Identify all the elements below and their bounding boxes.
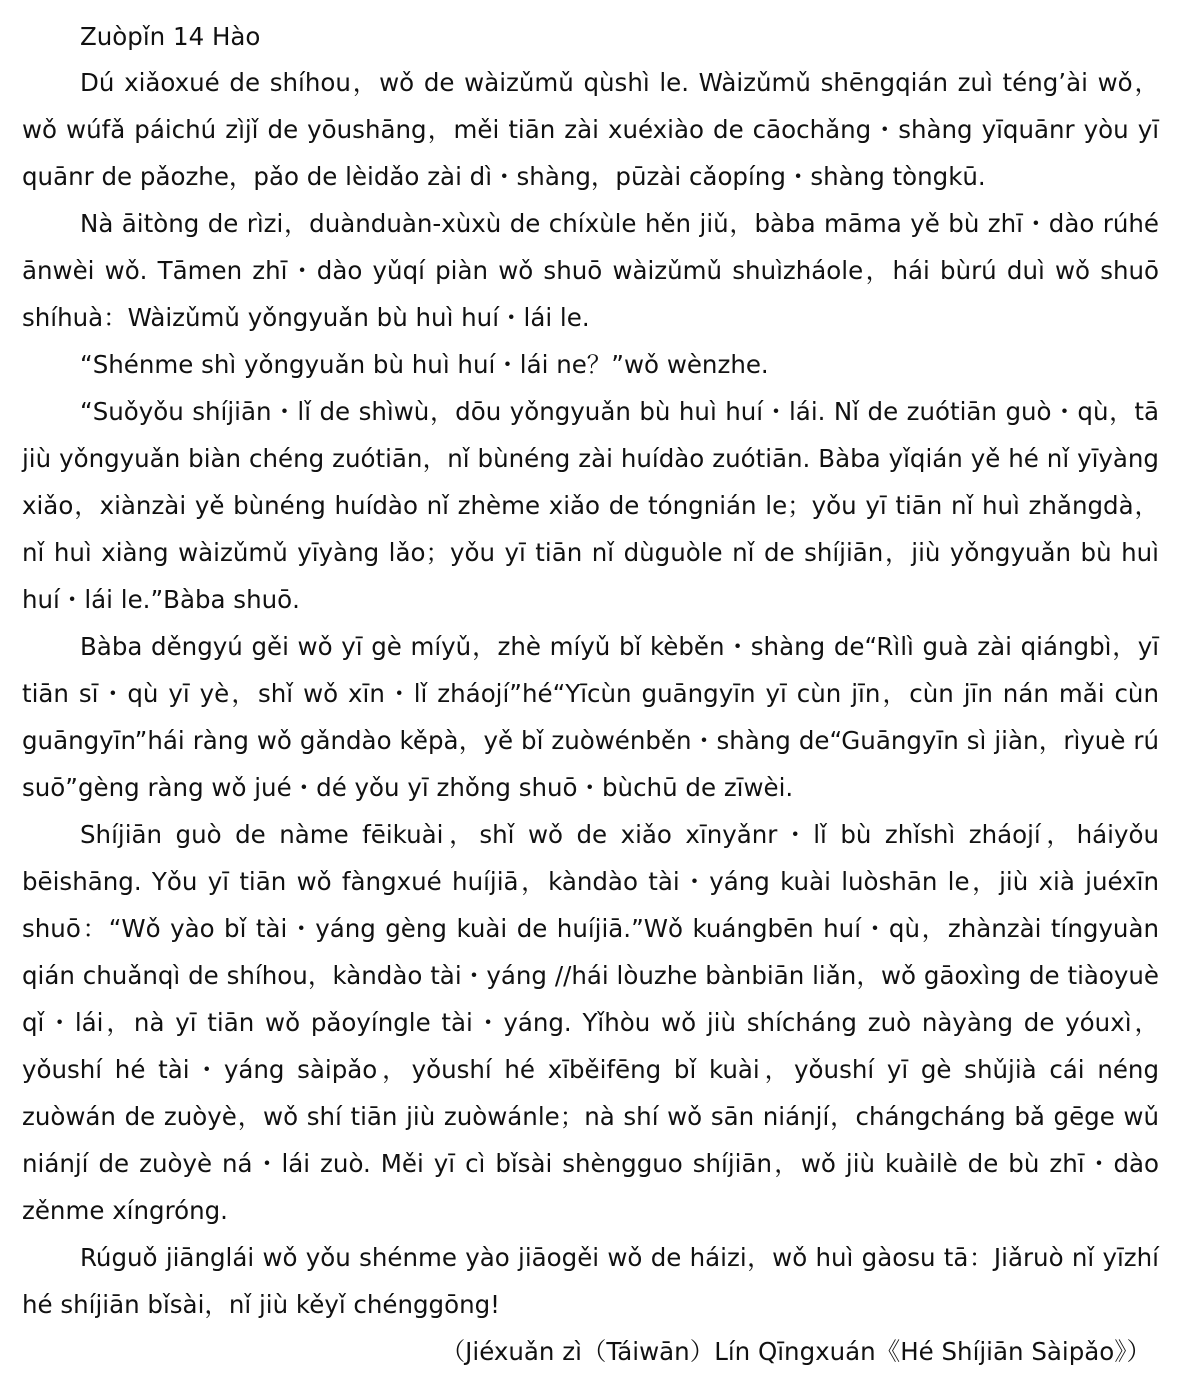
paragraph-7: Rúguǒ jiānglái wǒ yǒu shénme yào jiāogěi wǒ de háizi，wǒ huì gàosu tā：Jiǎruò nǐ yīzhí hé shíjiān bǐsài，nǐ jiù kěyǐ chénggōng!: [22, 1243, 1159, 1319]
paragraph-2: Nà āitòng de rìzi，duànduàn-xùxù de chíxùle hěn jiǔ，bàba māma yě bù zhī・dào rúhé ānwèi wǒ. Tāmen zhī・dào yǔqí piàn wǒ shuō wàizǔmǔ shuìzháole，hái bùrú duì wǒ shuō shíhuà：Wàizǔmǔ yǒngyuǎn bù huì huí・lái le.: [22, 209, 1159, 332]
paragraph-1: Dú xiǎoxué de shíhou，wǒ de wàizǔmǔ qùshì le. Wàizǔmǔ shēngqián zuì téng’ài wǒ，wǒ wúfǎ páichú zìjǐ de yōushāng，měi tiān zài xuéxiào de cāochǎng・shàng yīquānr yòu yī quānr de pǎozhe，pǎo de lèidǎo zài dì・shàng，pūzài cǎopíng・shàng tòngkū.: [22, 68, 1159, 191]
document-title: Zuòpǐn 14 Hào: [80, 22, 261, 51]
paragraph-4: “Suǒyǒu shíjiān・lǐ de shìwù，dōu yǒngyuǎn bù huì huí・lái. Nǐ de zuótiān guò・qù，tā jiù yǒngyuǎn biàn chéng zuótiān，nǐ bùnéng zài huídào zuótiān. Bàba yǐqián yě hé nǐ yīyàng xiǎo，xiànzài yě bùnéng huídào nǐ zhème xiǎo de tóngnián le；yǒu yī tiān nǐ huì zhǎngdà，nǐ huì xiàng wàizǔmǔ yīyàng lǎo；yǒu yī tiān nǐ dùguòle nǐ de shíjiān，jiù yǒngyuǎn bù huì huí・lái le.”Bàba shuō.: [22, 397, 1159, 614]
paragraph-6: Shíjiān guò de nàme fēikuài，shǐ wǒ de xiǎo xīnyǎnr・lǐ bù zhǐshì zháojí，háiyǒu bēishāng. Yǒu yī tiān wǒ fàngxué huíjiā，kàndào tài・yáng kuài luòshān le，jiù xià juéxīn shuō：“Wǒ yào bǐ tài・yáng gèng kuài de huíjiā.”Wǒ kuángbēn huí・qù，zhànzài tíngyuàn qián chuǎnqì de shíhou，kàndào tài・yáng //hái lòuzhe bànbiān liǎn，wǒ gāoxìng de tiàoyuè qǐ・lái，nà yī tiān wǒ pǎoyíngle tài・yáng. Yǐhòu wǒ jiù shícháng zuò nàyàng de yóuxì，yǒushí hé tài・yáng sàipǎo，yǒushí hé xīběifēng bǐ kuài，yǒushí yī gè shǔjià cái néng zuòwán de zuòyè，wǒ shí tiān jiù zuòwánle；nà shí wǒ sān niánjí，chángcháng bǎ gēge wǔ niánjí de zuòyè ná・lái zuò. Měi yī cì bǐsài shèngguo shíjiān，wǒ jiù kuàilè de bù zhī・dào zěnme xíngróng.: [22, 820, 1159, 1225]
paragraph-3: “Shénme shì yǒngyuǎn bù huì huí・lái ne？”wǒ wènzhe.: [80, 350, 769, 379]
source-citation: （Jiéxuǎn zì（Táiwān）Lín Qīngxuán《Hé Shíjiān Sàipǎo》）: [440, 1337, 1151, 1366]
paragraph-5: Bàba děngyú gěi wǒ yī gè míyǔ，zhè míyǔ bǐ kèběn・shàng de“Rìlì guà zài qiángbì，yī tiān sī・qù yī yè，shǐ wǒ xīn・lǐ zháojí”hé“Yīcùn guāngyīn yī cùn jīn，cùn jīn nán mǎi cùn guāngyīn”hái ràng wǒ gǎndào kěpà，yě bǐ zuòwénběn・shàng de“Guāngyīn sì jiàn，rìyuè rú suō”gèng ràng wǒ jué・dé yǒu yī zhǒng shuō・bùchū de zīwèi.: [22, 632, 1159, 802]
